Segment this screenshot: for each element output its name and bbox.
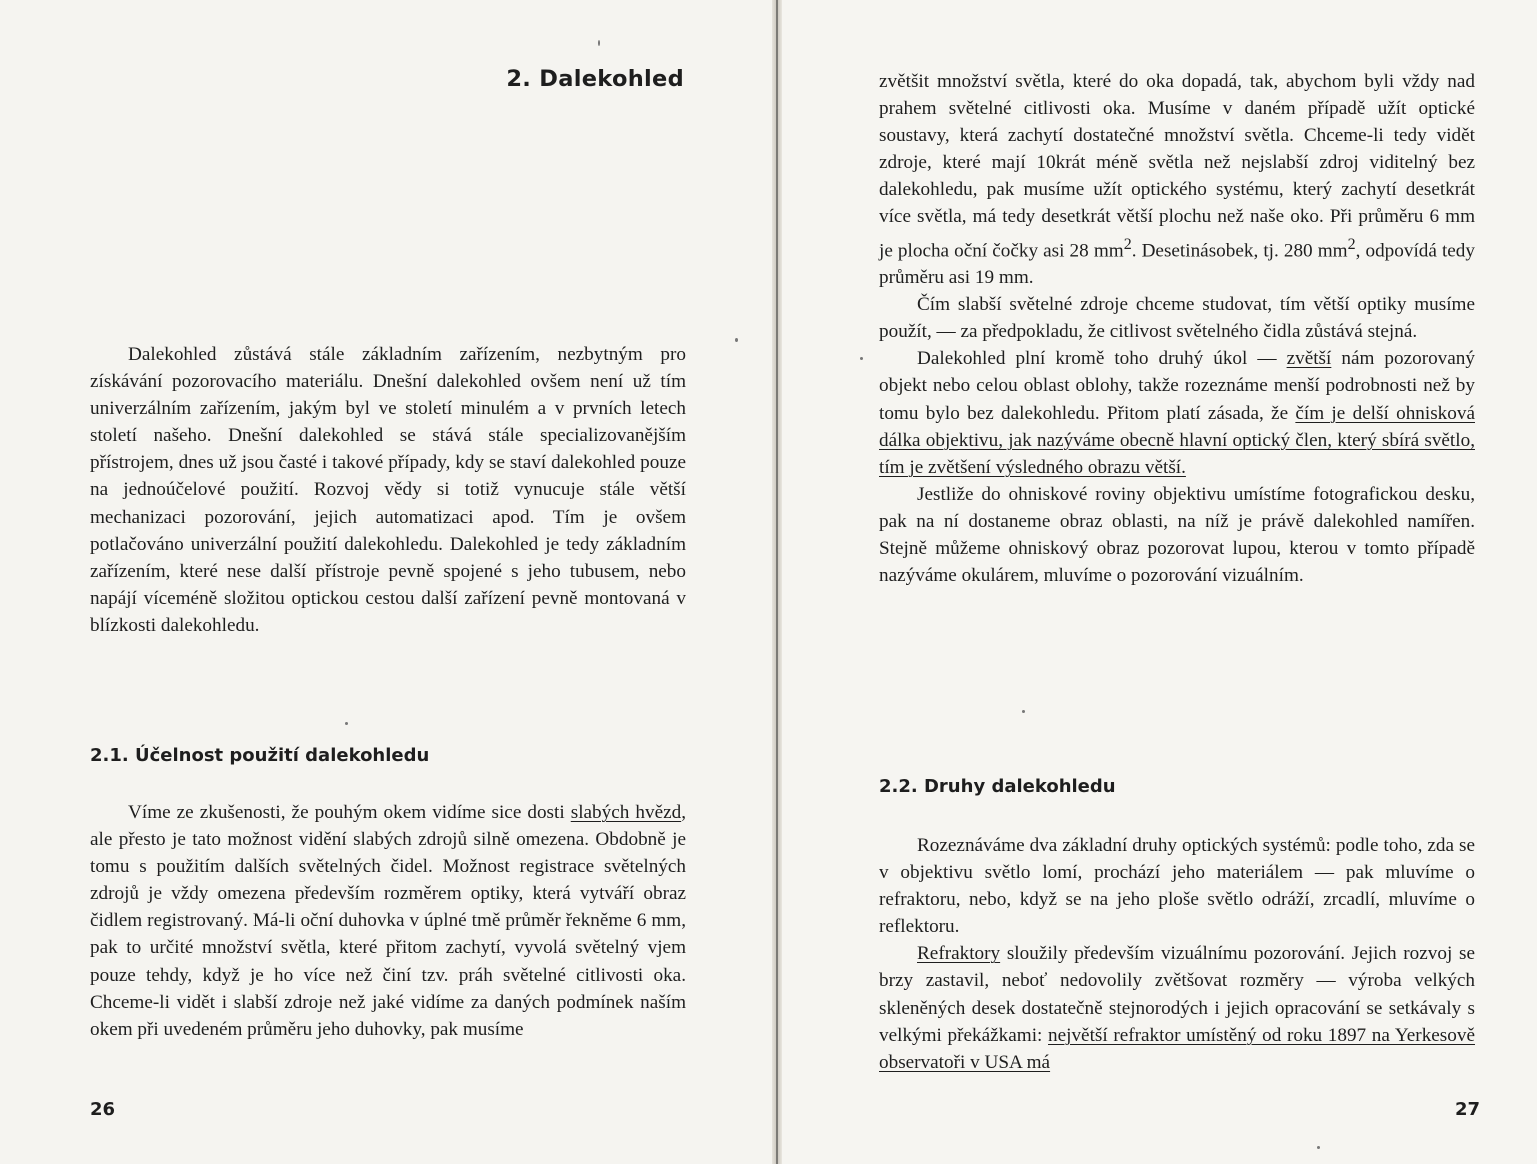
paragraph-focal-plane: Jestliže do ohniskové roviny objektivu umístíme fotografickou desku, pak na ní dostaneme obraz oblasti, na níž je právě dalekohled namířen. Stejně můžeme ohniskový obraz pozorovat lupou, kterou v tomto případě nazýváme okulárem, mluvíme o pozorování vizuálním.: [879, 483, 1475, 587]
intro-text-block: [90, 341, 686, 639]
underlined-phrase: zvětší: [1286, 348, 1332, 370]
chapter-title: 2. Dalekohled: [506, 66, 684, 92]
section-2-2-text-block: [879, 832, 1475, 1076]
text-run: . Desetinásobek, tj. 280 mm: [1131, 239, 1348, 261]
text-run: zvětšit množství světla, které do oka dopadá, tak, abychom byli vždy nad prahem světelné citlivosti oka. Musíme v daném případě užít optické soustavy, která zachytí dostatečné množství světla. Chceme-li tedy vidět zdroje, které mají 10krát méně světla než nejslabší zdroj viditelný bez dalekohledu, pak musíme užít optického systému, který zachytí desetkrát více světla, má tedy desetkrát větší plochu než naše oko. Při průměru 6 mm je plocha oční čočky asi 28 mm: [879, 71, 1475, 261]
text-run: sloužily především vizuálnímu pozorování. Jejich rozvoj se brzy zastavil, neboť nedovolily zvětšovat rozměry — výroba velkých skleněných desek dostatečně stejnorodých i jejich opracování se setkávaly s velkými překážkami:: [879, 943, 1475, 1046]
paper-speck: [1022, 710, 1025, 713]
underlined-phrase: slabých hvězd: [570, 802, 682, 823]
paragraph-optics: Čím slabší světelné zdroje chceme studovat, tím větší optiky musíme použít, — za předpokladu, že citlivost světelného čidla zůstává stejná.: [879, 294, 1475, 343]
text-run: , odpovídá tedy průměru asi 19 mm.: [879, 239, 1475, 289]
paper-speck: [1317, 1146, 1320, 1149]
text-run: nám pozorovaný objekt nebo celou oblast oblohy, takže rozeznáme menší podrobnosti než by tomu bylo bez dalekohledu. Přitom platí zásada, že: [879, 348, 1475, 424]
page-number-right: 27: [1455, 1099, 1481, 1120]
paragraph-continued: [879, 68, 1475, 291]
book-gutter: [772, 0, 782, 1164]
right-page: [782, 0, 1537, 1164]
section-heading-2-1: 2.1. Účelnost použití dalekohledu: [90, 745, 430, 766]
intro-paragraph: Dalekohled zůstává stále základním zařízením, nezbytným pro získávání pozorovacího materiálu. Dnešní dalekohled ovšem není už tím univerzálním zařízením, jakým byl ve století minulém a v prvních letech století našeho. Dnešní dalekohled se stává stále specializovanějším přístrojem, dnes už jsou časté i takové případy, kdy se staví dalekohled pouze na jednoúčelové použití. Rozvoj vědy si totiž vynucuje stále větší mechanizaci pozorování, jejich automatizaci apod. Tím je ovšem potlačováno univerzální použití dalekohledu. Dalekohled je tedy základním zařízením, které nese další přístroje pevně spojené s jeho tubusem, nebo napájí víceméně složitou optickou cestou další zařízení pevně montovaná v blízkosti dalekohledu.: [90, 344, 686, 636]
right-text-block: [879, 68, 1475, 589]
text-run: , ale přesto je tato možnost vidění slabých zdrojů silně omezena. Obdobně je tomu s použitím dalších světelných čidel. Možnost registrace světelných zdrojů je vždy omezena především rozměrem optiky, která vytváří obraz čidlem registrovaný. Má-li oční duhovka v úplné tmě průměr řekněme 6 mm, pak to určité množství světla, které přitom zachytí, vyvolá světelný vjem pouze tehdy, když je ho více než činí tzv. práh světelné citlivosti oka. Chceme-li vidět i slabší zdroje než jaké vidíme za daných podmínek naším okem při uvedeném průměru jeho duhovky, pak musíme: [90, 802, 686, 1040]
superscript: 2: [1347, 235, 1356, 253]
text-run: Víme ze zkušenosti, že pouhým okem vidíme sice dosti: [128, 802, 571, 823]
text-run: Dalekohled plní kromě toho druhý úkol —: [917, 348, 1287, 370]
section-2-1-paragraph: [90, 799, 686, 1043]
page-number-left: 26: [90, 1099, 116, 1120]
paper-speck: [598, 40, 600, 46]
paragraph-refractors: [879, 940, 1475, 1075]
underlined-phrase: čím je delší ohnisková dálka objektivu, jak nazýváme obecně hlavní optický člen, který sbírá světlo, tím je zvětšení výsledného obrazu větší.: [879, 402, 1475, 478]
paragraph-types: Rozeznáváme dva základní druhy optických systémů: podle toho, zda se v objektivu světlo lomí, prochází jeho materiálem — pak mluvíme o refraktoru, nebo, když se na jeho ploše světlo odráží, zrcadlí, mluvíme o reflektoru.: [879, 835, 1475, 938]
section-2-1-text-block: [90, 799, 686, 1043]
paper-speck: [860, 357, 863, 360]
superscript: 2: [1123, 235, 1132, 253]
section-heading-2-2: 2.2. Druhy dalekohledu: [879, 776, 1116, 797]
paper-speck: [345, 722, 348, 725]
underlined-phrase: největší refraktor umístěný od roku 1897 na Yerkesově observatoři v USA má: [879, 1024, 1475, 1073]
paper-speck: [735, 338, 738, 342]
paragraph-magnification: [879, 345, 1475, 480]
underlined-phrase: Refraktory: [917, 943, 1001, 965]
